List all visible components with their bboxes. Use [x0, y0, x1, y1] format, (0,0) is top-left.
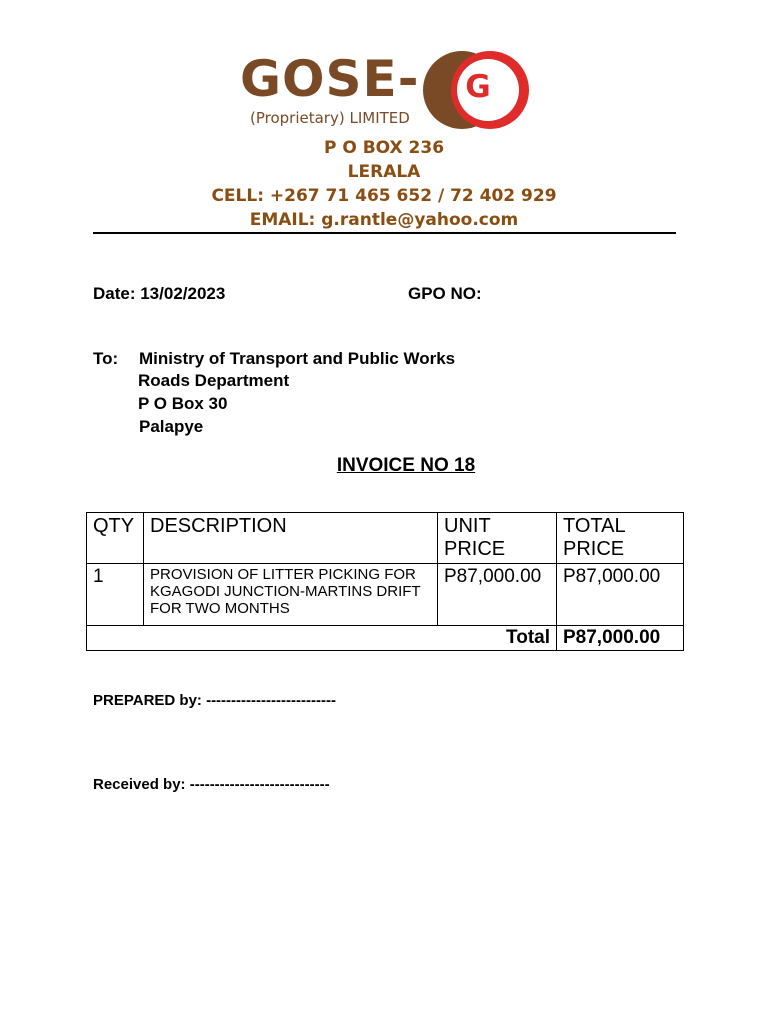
address-town: LERALA — [347, 162, 421, 182]
header-unit-price: UNIT PRICE — [438, 513, 557, 564]
company-logo — [240, 48, 532, 132]
total-value: P87,000.00 — [557, 626, 684, 651]
recipient-line-1: Ministry of Transport and Public Works — [139, 349, 456, 368]
contact-email: EMAIL: g.rantle@yahoo.com — [249, 210, 519, 230]
address-po-box: P O BOX 236 — [323, 138, 445, 158]
recipient-line-2: Roads Department — [138, 371, 290, 390]
total-label: Total — [87, 626, 557, 651]
table-total-row — [87, 626, 684, 651]
table-row — [87, 564, 684, 626]
invoice-table — [86, 512, 684, 651]
row-total-price: P87,000.00 — [557, 564, 684, 626]
header-total-price: TOTAL PRICE — [557, 513, 684, 564]
logo-wordmark: GOSE- — [240, 50, 420, 108]
recipient-line-3: P O Box 30 — [138, 394, 228, 413]
header-qty: QTY — [87, 513, 144, 564]
table-header-row — [87, 513, 684, 564]
row-qty: 1 — [87, 564, 144, 626]
row-unit-price: P87,000.00 — [438, 564, 557, 626]
logo-subtitle: (Proprietary) LIMITED — [250, 109, 410, 127]
prepared-by-line: PREPARED by: -------------------------- — [93, 692, 336, 709]
gpo-number: GPO NO: — [408, 284, 482, 303]
received-by-line: Received by: ---------------------------- — [93, 776, 330, 793]
header-description: DESCRIPTION — [144, 513, 438, 564]
invoice-date: Date: 13/02/2023 — [93, 284, 226, 303]
header-divider — [93, 232, 676, 234]
logo-letter: G — [465, 69, 491, 105]
invoice-title: INVOICE NO 18 — [336, 455, 476, 476]
recipient-line-4: Palapye — [139, 417, 204, 436]
contact-cell: CELL: +267 71 465 652 / 72 402 929 — [211, 186, 557, 206]
recipient-to-label: To: — [93, 349, 119, 368]
row-description: PROVISION OF LITTER PICKING FOR KGAGODI JUNCTION-MARTINS DRIFT FOR TWO MONTHS — [144, 564, 438, 626]
